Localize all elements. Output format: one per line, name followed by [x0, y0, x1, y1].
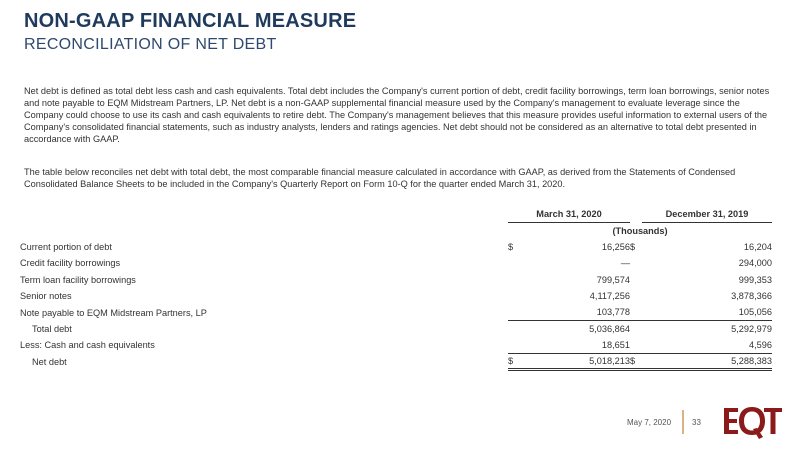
- row-label: Total debt: [32, 323, 72, 334]
- currency-symbol: $: [508, 241, 514, 252]
- table-row: [20, 272, 772, 288]
- table-row: [20, 304, 772, 320]
- footer-divider: [682, 410, 684, 434]
- table-row: [20, 239, 772, 255]
- value-march-2020: —: [620, 258, 630, 269]
- net-debt-reconciliation-table: [20, 206, 772, 371]
- currency-symbol: $: [630, 354, 642, 370]
- footer-date: May 7, 2020: [627, 418, 672, 427]
- value-december-2019: 5,288,383: [642, 354, 772, 370]
- table-row-total-debt: [20, 321, 772, 337]
- value-december-2019: 16,204: [743, 241, 772, 252]
- row-label: Less: Cash and cash equivalents: [20, 340, 155, 351]
- value-december-2019: 3,878,366: [731, 291, 772, 302]
- value-december-2019: 294,000: [738, 258, 772, 269]
- column-header-march-2020: March 31, 2020: [508, 206, 630, 222]
- row-label: Credit facility borrowings: [20, 258, 121, 269]
- value-march-2020: 4,117,256: [589, 291, 630, 302]
- row-label: Term loan facility borrowings: [20, 274, 136, 285]
- value-december-2019: 4,596: [642, 337, 772, 353]
- net-debt-definition-paragraph: Net debt is defined as total debt less cash and cash equivalents. Total debt includes the Company's current portion of debt, credit facility borrowings, term loan borrowings, senior notes and note payable to EQM Midstream Partners, LP. Net debt is a non-GAAP supplemental financial measure used by the Company's management to evaluate leverage since the Company could choose to use its cash and cash equivalents to retire debt. The Company's management believes that this measure provides useful information to external users of the Company's consolidated financial statements, such as industry analysts, lenders and ratings agencies. Net debt should not be considered as an alternative to total debt presented in accordance with GAAP.: [24, 86, 770, 144]
- currency-symbol: $: [630, 241, 636, 252]
- value-march-2020: 18,651: [522, 337, 630, 353]
- value-march-2020: 799,574: [596, 274, 630, 285]
- eqt-logo: [722, 402, 784, 442]
- table-row-net-debt: [20, 354, 772, 370]
- value-march-2020: 5,018,213: [522, 354, 630, 370]
- table-row: [20, 288, 772, 304]
- row-label: Note payable to EQM Midstream Partners, LP: [20, 307, 207, 318]
- value-december-2019: 5,292,979: [731, 324, 772, 335]
- reconciliation-intro-paragraph: The table below reconciles net debt with total debt, the most comparable financial measure calculated in accordance with GAAP, as derived from the Statements of Condensed Consolidated Balance Sheets to be included in the Company's Quarterly Report on Form 10-Q for the quarter ended March 31, 2020.: [24, 167, 736, 189]
- table-row: [20, 337, 772, 353]
- value-december-2019: 999,353: [738, 274, 772, 285]
- page-subtitle: RECONCILIATION OF NET DEBT: [24, 36, 277, 53]
- table-header-row: [20, 206, 772, 222]
- currency-symbol: $: [508, 354, 522, 370]
- value-march-2020: 16,256: [601, 241, 630, 252]
- page-number: 33: [692, 418, 701, 427]
- page-title: NON-GAAP FINANCIAL MEASURE: [24, 10, 357, 32]
- value-december-2019: 105,056: [642, 304, 772, 320]
- row-label: Current portion of debt: [20, 241, 112, 252]
- column-header-december-2019: December 31, 2019: [642, 206, 772, 222]
- value-march-2020: 103,778: [522, 304, 630, 320]
- units-label: (Thousands): [612, 225, 668, 236]
- row-label: Net debt: [32, 356, 67, 367]
- value-march-2020: 5,036,864: [589, 324, 630, 335]
- table-row: [20, 255, 772, 271]
- table-units-row: [20, 222, 772, 238]
- row-label: Senior notes: [20, 291, 72, 302]
